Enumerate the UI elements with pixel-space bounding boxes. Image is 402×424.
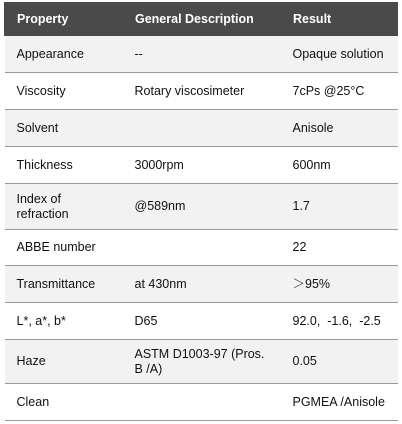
cell-property: Appearance (5, 36, 123, 73)
cell-result: 0.05 (281, 340, 398, 384)
properties-table (4, 2, 398, 421)
cell-result: Opaque solution (281, 36, 398, 73)
cell-result: 1.7 (281, 184, 398, 230)
cell-property: Transmittance (5, 266, 123, 303)
header-general-description: General Description (123, 3, 281, 36)
header-property: Property (5, 3, 123, 36)
table-header-row (5, 3, 398, 36)
cell-description: @589nm (123, 184, 281, 230)
table-row (5, 266, 398, 303)
cell-result: ＞95% (281, 266, 398, 303)
cell-description (123, 230, 281, 266)
cell-description: 3000rpm (123, 147, 281, 184)
cell-property: Solvent (5, 110, 123, 147)
cell-property: Thickness (5, 147, 123, 184)
cell-description (123, 384, 281, 421)
cell-property: L*, a*, b* (5, 303, 123, 340)
table-row (5, 303, 398, 340)
table-row (5, 184, 398, 230)
cell-result: 600nm (281, 147, 398, 184)
cell-description: D65 (123, 303, 281, 340)
table-row (5, 384, 398, 421)
table-row (5, 73, 398, 110)
cell-property: Haze (5, 340, 123, 384)
cell-description: ASTM D1003-97 (Pros. B /A) (123, 340, 281, 384)
cell-description: Rotary viscosimeter (123, 73, 281, 110)
table-row (5, 340, 398, 384)
table-row (5, 110, 398, 147)
cell-result: 22 (281, 230, 398, 266)
cell-description: at 430nm (123, 266, 281, 303)
cell-result: Anisole (281, 110, 398, 147)
table-row (5, 230, 398, 266)
cell-description (123, 110, 281, 147)
cell-property: Clean (5, 384, 123, 421)
cell-property: Viscosity (5, 73, 123, 110)
cell-result: PGMEA /Anisole (281, 384, 398, 421)
cell-result: 7cPs @25°C (281, 73, 398, 110)
cell-result: 92.0, -1.6, -2.5 (281, 303, 398, 340)
table-row (5, 36, 398, 73)
header-result: Result (281, 3, 398, 36)
table-row (5, 147, 398, 184)
cell-property: Index of refraction (5, 184, 123, 230)
cell-description: -- (123, 36, 281, 73)
cell-property: ABBE number (5, 230, 123, 266)
